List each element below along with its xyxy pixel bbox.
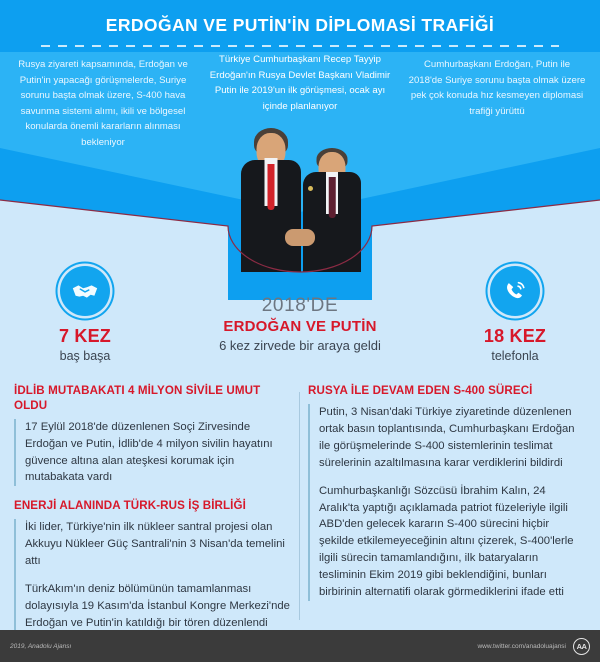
article-s400-heading: RUSYA İLE DEVAM EDEN S-400 SÜRECİ — [308, 384, 533, 397]
stat-summary-names: ERDOĞAN VE PUTİN — [223, 318, 377, 335]
stat-summary-detail: 6 kez zirvede bir araya geldi — [219, 338, 381, 353]
hero-section — [0, 0, 600, 300]
stats-band — [0, 266, 600, 376]
intro-text-right: Cumhurbaşkanı Erdoğan, Putin ile 2018'de Suriye sorunu başta olmak üzere pek çok konuda hız kesmeyen diplomasi trafiği yürüttü — [408, 59, 586, 117]
article-energy — [14, 499, 290, 631]
footer-twitter-url[interactable]: www.twitter.com/anadoluajansi — [477, 642, 566, 650]
paragraph: Cumhurbaşkanlığı Sözcüsü İbrahim Kalın, 24 Aralık'ta yaptığı açıklamada patriot füzeleriyle ilgili ABD'den gelecek kararın S-400 sürecini hiçbir şekilde etkilemeyeceğinin altını çizerek, S-400'lerle ilgili sürecin tamamlandığını, ilk bataryaların tesliminin Ekim 2019 gibi beklendiğini, bunları birbirinin alternatifi olarak görmediklerini ifade etti — [319, 484, 574, 599]
paragraph: Putin, 3 Nisan'daki Türkiye ziyaretinde düzenlenen ortak basın toplantısında, Cumhurbaşkanı Erdoğan ile görüşmelerinde S-400 sistemlerinin teslimat sürelerinin azaltılmasına karar verdiklerini bildirdi — [319, 405, 575, 469]
page-title: ERDOĞAN VE PUTİN'İN DİPLOMASİ TRAFİĞİ — [105, 15, 495, 35]
anadolu-ajansi-logo-icon: AA — [573, 638, 590, 655]
articles-section — [0, 384, 600, 630]
article-s400 — [308, 384, 584, 601]
stat-calls-number: 18 KEZ — [483, 326, 547, 346]
paragraph: İki lider, Türkiye'nin ilk nükleer santral projesi olan Akkuyu Nükleer Güç Santrali'nin 3 Nisan'da temelini attı — [25, 521, 285, 568]
title-dashed-divider — [41, 45, 559, 47]
footer-copyright: 2019, Anadolu Ajansı — [10, 642, 72, 650]
phone-ring-icon — [490, 266, 540, 316]
stat-summary-year: 2018'DE — [261, 295, 339, 316]
stat-summary — [170, 266, 430, 353]
footer-bar — [0, 630, 600, 662]
stat-calls — [430, 266, 600, 363]
paragraph: TürkAkım'ın deniz bölümünün tamamlanması dolayısıyla 19 Kasım'da İstanbul Kongre Merkezi'nde Erdoğan ve Putin'in katıldığı bir tören düzenlendi — [25, 583, 290, 629]
intro-text-center: Türkiye Cumhurbaşkanı Recep Tayyip Erdoğan'ın Rusya Devlet Başkanı Vladimir Putin ile 2019'un ilk görüşmesi, ocak ayı içinde planlanıyor — [209, 54, 391, 112]
stat-meetings — [0, 266, 170, 363]
paragraph: 17 Eylül 2018'de düzenlenen Soçi Zirvesinde Erdoğan ve Putin, İdlib'de 4 milyon sivilin hayatını güvence altına alan ateşkesi korumak için mutabakata vardı — [25, 420, 273, 484]
intro-text-left: Rusya ziyareti kapsamında, Erdoğan ve Putin'in yapacağı görüşmelerde, Suriye sorunu başta olmak üzere, S-400 hava savunma sistemi alımı, ikili ve bölgesel konularda önemli kararların alınması bekleniyor — [18, 59, 188, 148]
stat-calls-label: telefonla — [491, 349, 539, 363]
stat-meetings-number: 7 KEZ — [58, 326, 111, 346]
footer-right-group — [477, 638, 590, 655]
article-energy-heading: ENERJİ ALANINDA TÜRK-RUS İŞ BİRLİĞİ — [14, 499, 246, 513]
article-idlib-body — [14, 419, 290, 487]
articles-left-column — [14, 384, 290, 630]
article-s400-body — [308, 404, 584, 601]
article-energy-body — [14, 519, 290, 632]
articles-right-column — [308, 384, 584, 630]
article-idlib — [14, 384, 290, 486]
stat-meetings-label: baş başa — [59, 349, 111, 363]
article-idlib-heading: İDLİB MUTABAKATI 4 MİLYON SİVİLE UMUT OLDU — [14, 384, 261, 412]
handshake-icon — [60, 266, 110, 316]
